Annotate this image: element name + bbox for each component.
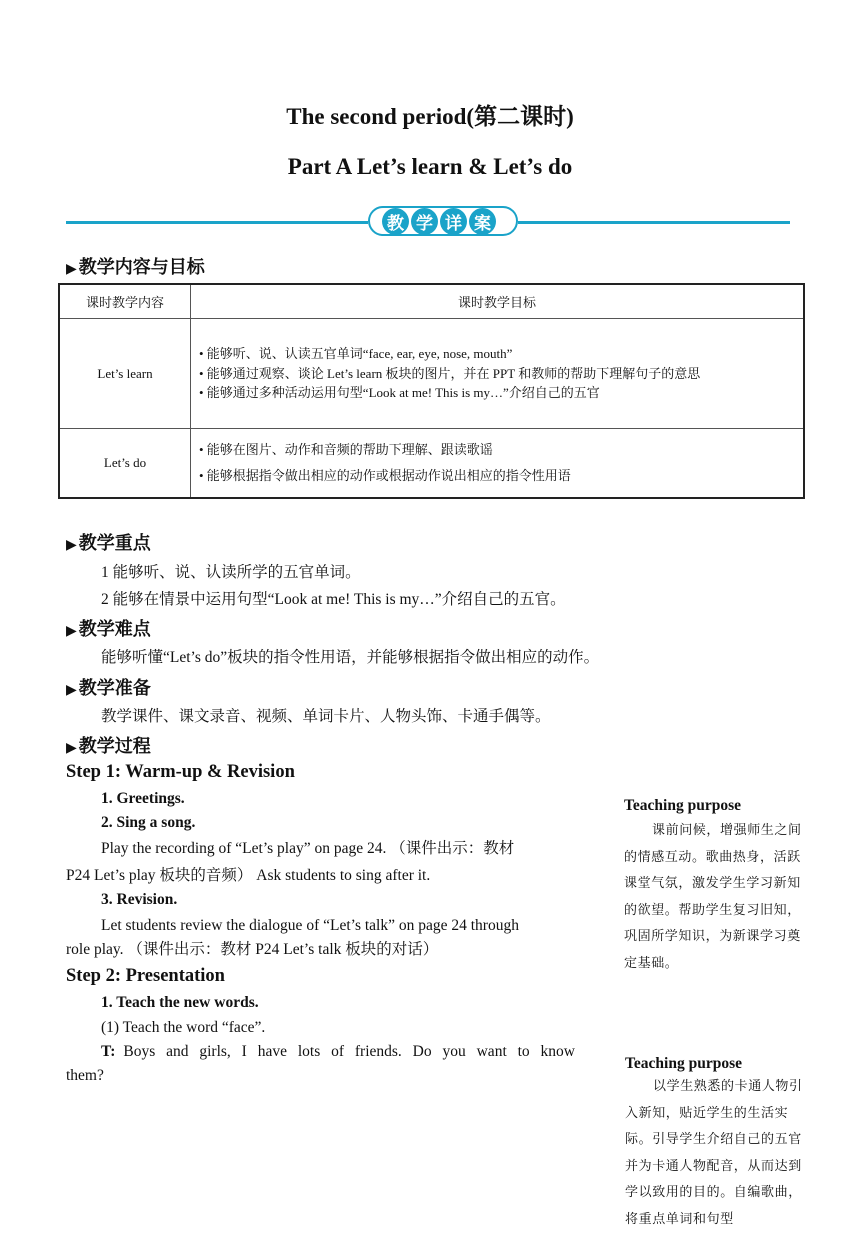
step2-dialogue-line2: them? [66,1067,104,1084]
banner-char: 案 [469,208,496,235]
key-point-2: 2 能够在情景中运用句型“Look at me! This is my…”介绍自己的五官。 [101,591,566,608]
step1-rev-line1: Let students review the dialogue of “Let’s talk” on page 24 through [101,917,519,934]
sidebar-text: 课前问候，增强师生之间的情感互动。歌曲热身，活跃课堂气氛，激发学生学习新知的欲望。帮助学生复习旧知，巩固所学知识，为新课学习奠定基础。 [624,823,802,971]
teacher-label: T: [101,1043,116,1060]
step1-title: Step 1: Warm-up & Revision [66,762,295,782]
section-banner [66,206,790,240]
page-subtitle: Part A Let’s learn & Let’s do [287,154,573,179]
table-header: 课时教学目标 [191,284,805,319]
sidebar-text: 以学生熟悉的卡通人物引入新知，贴近学生的生活实际。引导学生介绍自己的五官并为卡通人物配音，从而达到学以致用的目的。自编歌曲，将重点单词和句型 [625,1079,803,1227]
banner-right-line [518,221,790,224]
section-heading-difficulties: ▶ 教学难点 [66,619,151,640]
difficulty-text: 能够听懂“Let’s do”板块的指令性用语，并能够根据指令做出相应的动作。 [101,649,600,666]
table-cell-goals [191,319,805,429]
triangle-icon: ▶ [66,682,77,698]
table-header-row [59,284,804,319]
step2-title: Step 2: Presentation [66,966,225,986]
table-header: 课时教学内容 [59,284,191,319]
preparation-text: 教学课件、课文录音、视频、单词卡片、人物头饰、卡通手偶等。 [101,708,551,725]
section-heading-key-points: ▶ 教学重点 [66,533,151,554]
step1-sing-line2: P24 Let’s play 板块的音频） Ask students to sing after it. [66,867,431,884]
step2-dialogue-line1 [101,1040,575,1064]
step1-greetings: 1. Greetings. [101,790,185,807]
section-heading-preparation: ▶ 教学准备 [66,678,151,699]
triangle-icon: ▶ [66,623,77,639]
table-cell-goals [191,429,805,499]
key-point-1: 1 能够听、说、认读所学的五官单词。 [101,564,361,581]
triangle-icon: ▶ [66,740,77,756]
step1-sing: 2. Sing a song. [101,814,196,831]
sidebar-heading: Teaching purpose [624,797,741,814]
goal-item: • 能够通过多种活动运用句型“Look at me! This is my…”介绍自己的五官 [199,385,600,401]
table-cell-content: Let’s learn [59,319,191,429]
section-heading-content: ▶ 教学内容与目标 [66,257,205,278]
goal-item: • 能够根据指令做出相应的动作或根据动作说出相应的指令性用语 [199,468,571,483]
banner-char: 学 [411,208,438,235]
goal-item: • 能够在图片、动作和音频的帮助下理解、跟读歌谣 [199,442,493,457]
table-cell-content: Let’s do [59,429,191,499]
triangle-icon: ▶ [66,537,77,553]
step1-rev-line2: role play. （课件出示：教材 P24 Let’s talk 板块的对话） [66,941,439,958]
teacher-speech: Boys and girls, I have lots of friends. Do you want to know [123,1043,575,1060]
section-heading-process: ▶ 教学过程 [66,736,151,757]
step2-teach: 1. Teach the new words. [101,994,259,1011]
page-title: The second period(第二课时) [286,104,574,129]
sidebar-heading: Teaching purpose [625,1055,742,1072]
banner-left-line [66,221,368,224]
step2-face: (1) Teach the word “face”. [101,1019,266,1036]
banner-char: 详 [440,208,467,235]
table-row [59,429,804,499]
banner-char: 教 [382,208,409,235]
goal-item: • 能够听、说、认读五官单词“face, ear, eye, nose, mouth” [199,346,513,362]
goals-table [58,283,805,499]
step1-sing-line1: Play the recording of “Let’s play” on page 24. （课件出示：教材 [101,840,515,857]
step1-revision: 3. Revision. [101,891,178,908]
triangle-icon: ▶ [66,261,77,277]
goal-item: • 能够通过观察、谈论 Let’s learn 板块的图片，并在 PPT 和教师的帮助下理解句子的意思 [199,365,701,381]
table-row [59,319,804,429]
